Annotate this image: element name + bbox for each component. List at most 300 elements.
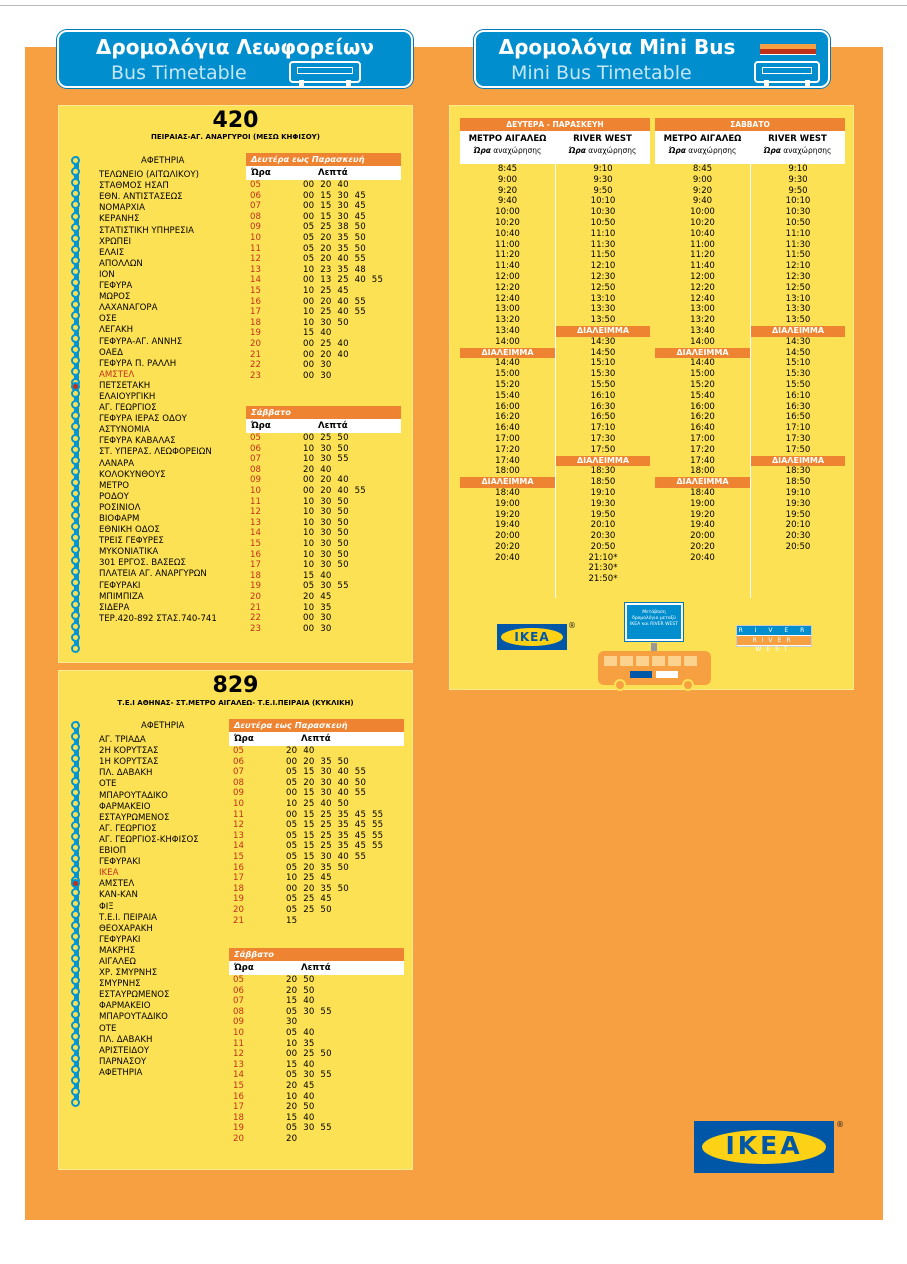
- stop-marker: [71, 821, 80, 830]
- schedule-row: [246, 433, 401, 444]
- hour-cell: 10: [233, 798, 244, 809]
- hour-cell: 16: [250, 549, 261, 560]
- stop-name: ΓΕΦΥΡΑ ΙΕΡΑΣ ΟΔΟΥ: [99, 414, 187, 425]
- minibus-saturday-table: [655, 118, 845, 598]
- stop-name: ΦΑΡΜΑΚΕΙΟ: [99, 801, 151, 812]
- departure-time: 10:50: [590, 217, 616, 228]
- minibus-header-greek: Δρομολόγια Mini Bus: [498, 35, 736, 59]
- stop-marker: [71, 788, 80, 797]
- hour-cell: 20: [233, 904, 244, 915]
- hour-cell: 12: [233, 820, 244, 831]
- minutes-cell: 10 30 50: [303, 538, 349, 549]
- departure-time: 16:30: [785, 401, 811, 412]
- departure-time: 21:50*: [588, 574, 618, 585]
- stop-name: ΕΒΙΟΠ: [99, 846, 127, 857]
- minutes-cell: 00 30: [303, 370, 332, 381]
- departure-time: 14:30: [785, 336, 811, 347]
- hour-cell: 16: [250, 296, 261, 307]
- departure-time: 12:10: [785, 261, 811, 272]
- departure-time: 11:30: [785, 239, 811, 250]
- hour-cell: 05: [250, 180, 261, 190]
- minutes-cell: 10 30 50: [303, 507, 349, 518]
- departure-time: 19:00: [690, 498, 715, 509]
- stop-name: ΧΡΩΠΕΙ: [99, 236, 132, 247]
- departure-time: 16:50: [785, 412, 811, 423]
- minutes-cell: 15: [286, 915, 298, 926]
- minutes-cell: 00 30: [303, 623, 332, 634]
- stop-marker: [71, 212, 80, 221]
- column-headers: [246, 166, 401, 180]
- route-829-panel: [58, 670, 413, 1170]
- departure-time: 19:30: [785, 498, 811, 509]
- stop-name: ΑΓ. ΓΕΩΡΓΙΟΣ-ΚΗΦΙΣΟΣ: [99, 834, 199, 845]
- stop-name: ΓΕΦΥΡΑ: [99, 281, 133, 292]
- schedule-row: [246, 603, 401, 614]
- departure-time: 11:00: [495, 239, 520, 250]
- stop-marker: [71, 1098, 80, 1107]
- stop-name: ΑΜΣΤΕΛ: [99, 369, 135, 380]
- stop-name: ΛΕΓΑΚΗ: [99, 325, 134, 336]
- hour-cell: 22: [250, 360, 261, 371]
- departure-time: 16:00: [495, 401, 520, 412]
- minutes-cell: 00 15 30 45: [303, 211, 366, 222]
- minutes-cell: 05 15 25 35 45 55: [286, 830, 384, 841]
- minutes-cell: 20: [286, 1133, 298, 1144]
- hour-cell: 06: [233, 756, 244, 767]
- departure-time: 10:20: [690, 217, 715, 228]
- minutes-cell: 10 35: [286, 1038, 315, 1049]
- schedule-row: [229, 852, 404, 863]
- metro-departures: [460, 164, 555, 598]
- col-metro: ΜΕΤΡΟ ΑΙΓΑΛΕΩ: [663, 134, 742, 144]
- hour-cell: 10: [250, 232, 261, 243]
- stop-name: ΑΙΓΑΛΕΩ: [99, 956, 136, 967]
- schedule-row: [229, 905, 404, 916]
- current-stop-marker: [71, 382, 80, 391]
- stop-marker: [71, 334, 80, 343]
- schedule-row: [246, 560, 401, 571]
- departure-time: 20:50: [590, 541, 616, 552]
- minutes-cell: 20 50: [286, 1102, 315, 1113]
- hour-cell: 19: [233, 894, 244, 905]
- minutes-cell: 10 30 50: [303, 317, 349, 328]
- departure-time: 17:10: [785, 423, 811, 434]
- departure-time: 15:00: [690, 369, 715, 380]
- departure-time: 9:10: [593, 164, 613, 174]
- minutes-cell: 20 45: [286, 1080, 315, 1091]
- hour-cell: 06: [250, 190, 261, 201]
- hour-cell: 05: [233, 975, 244, 985]
- departure-time: 17:00: [495, 433, 520, 444]
- hour-cell: 17: [250, 560, 261, 571]
- schedule-row: [246, 465, 401, 476]
- stop-name: ΜΠΑΡΟΥΤΑΔΙΚΟ: [99, 790, 168, 801]
- departure-time: 17:20: [495, 444, 520, 455]
- hour-cell: 11: [233, 1038, 244, 1049]
- minutes-header: Λεπτά: [318, 168, 348, 178]
- hour-cell: 11: [250, 496, 261, 507]
- departure-time: 21:30*: [588, 563, 618, 574]
- departure-time: 18:40: [495, 487, 520, 498]
- departure-time: 18:00: [495, 466, 520, 477]
- schedule-row: [229, 884, 404, 895]
- minutes-cell: 10 25 40 55: [303, 307, 366, 318]
- minibus-weekday-title: ΔΕΥΤΕΡΑ - ΠΑΡΑΣΚΕΥΗ: [460, 118, 650, 131]
- departure-time: 9:30: [593, 174, 613, 185]
- bus-header-greek: Δρομολόγια Λεωφορείων: [95, 35, 375, 59]
- departure-time: 15:40: [690, 390, 715, 401]
- stop-name: ΚΕΡΑΝΗΣ: [99, 214, 140, 225]
- minutes-cell: 15 40: [286, 1112, 315, 1123]
- departure-time: 20:00: [495, 531, 520, 542]
- minibus-saturday-title: ΣΑΒΒΑΤΟ: [655, 118, 845, 131]
- departure-time: 9:20: [692, 185, 713, 196]
- minutes-cell: 20 45: [303, 591, 332, 602]
- schedule-row: [246, 254, 401, 265]
- hour-cell: 07: [250, 454, 261, 465]
- departure-time: 12:50: [590, 282, 616, 293]
- hour-cell: 05: [233, 746, 244, 756]
- stop-name: ΙΚΕΑ: [99, 868, 119, 879]
- departure-time: 9:40: [497, 196, 518, 207]
- stop-marker: [71, 799, 80, 808]
- ikea-logo: IKEA: [694, 1121, 834, 1173]
- departure-time: 11:20: [690, 250, 715, 261]
- departure-time: 18:40: [690, 487, 715, 498]
- minutes-cell: 05 30 55: [286, 1006, 332, 1017]
- col-riverwest: RIVER WEST: [573, 134, 632, 144]
- stop-marker: [71, 367, 80, 376]
- departure-time: 19:50: [785, 509, 811, 520]
- minutes-cell: 05 15 30 40 55: [286, 767, 367, 778]
- departure-time: 20:20: [690, 541, 715, 552]
- departure-time: 18:50: [590, 477, 616, 488]
- departure-time: 11:00: [690, 239, 715, 250]
- stop-name: ΓΕΦΥΡΑ ΚΑΒΑΛΑΣ: [99, 436, 176, 447]
- departure-time: 15:30: [590, 369, 616, 380]
- stop-marker: [71, 932, 80, 941]
- hour-cell: 20: [250, 591, 261, 602]
- schedule-row: [229, 746, 404, 757]
- stop-name: ΡΟΔΟΥ: [99, 491, 129, 502]
- stop-name: ΓΕΦΥΡΑ-ΑΓ. ΑΝΝΗΣ: [99, 336, 183, 347]
- departure-time: 9:50: [788, 185, 808, 196]
- departure-time: 15:20: [690, 379, 715, 390]
- minutes-cell: 00 30: [303, 360, 332, 371]
- minutes-cell: 20 50: [286, 975, 315, 985]
- hour-cell: 13: [233, 830, 244, 841]
- registered-mark: ®: [836, 1120, 844, 1129]
- departure-time: 13:00: [495, 304, 520, 315]
- schedule-row: [229, 831, 404, 842]
- schedule-row: [229, 894, 404, 905]
- hour-cell: 14: [250, 275, 261, 286]
- departure-time: 16:50: [590, 412, 616, 423]
- departure-time: 20:10: [590, 520, 616, 531]
- schedule-row: [246, 180, 401, 191]
- departure-time: 12:40: [690, 293, 715, 304]
- hour-cell: 19: [250, 328, 261, 339]
- departure-time: 13:10: [590, 293, 616, 304]
- stop-marker: [71, 267, 80, 276]
- stop-name: 2Η ΚΟΡΥΤΣΑΣ: [99, 746, 159, 757]
- departure-time: 16:20: [690, 412, 715, 423]
- schedule-row: [246, 571, 401, 582]
- minibus-stop-sign: Μετάβαση δρομολόγιο μεταξύ IKEA και RIVER WEST: [625, 603, 683, 641]
- stop-name: ΠΑΡΝΑΣΟΥ: [99, 1056, 147, 1067]
- schedule-row: [246, 624, 401, 635]
- hour-cell: 22: [250, 613, 261, 624]
- break-label: ΔΙΑΛΕΙΜΜΑ: [556, 456, 650, 467]
- minutes-cell: 00 13 25 40 55: [303, 275, 384, 286]
- hour-cell: 08: [233, 1006, 244, 1017]
- riverwest-logo: R I V E R RIVER WEST: [736, 625, 812, 647]
- departure-time: 11:10: [590, 228, 616, 239]
- stop-name: ΣΤΑΘΜΟΣ ΗΣΑΠ: [99, 181, 169, 192]
- schedule-row: [246, 212, 401, 223]
- stop-name: ΡΟΣΙΝΙΟΛ: [99, 502, 141, 513]
- minibus-icon: [754, 61, 820, 83]
- stop-name: ΟΤΕ: [99, 1023, 117, 1034]
- stop-name: ΓΕΦΥΡΑ Π. ΡΑΛΛΗ: [99, 358, 177, 369]
- schedule-row: [229, 788, 404, 799]
- departure-time: 13:50: [590, 315, 616, 326]
- stop-name: ΛΑΝΑΡΑ: [99, 458, 135, 469]
- minutes-cell: 00 20 35 50: [286, 883, 349, 894]
- departure-time: 19:20: [495, 509, 520, 520]
- minutes-cell: 30: [286, 1017, 298, 1028]
- schedule-row: [229, 1007, 404, 1018]
- departure-time: 11:10: [785, 228, 811, 239]
- stop-name: ΣΤ. ΥΠΕΡΑΣ. ΛΕΩΦΟΡΕΙΩΝ: [99, 447, 212, 458]
- hour-cell: 08: [250, 211, 261, 222]
- stop-name: ΜΑΚΡΗΣ: [99, 945, 136, 956]
- schedule-row: [246, 275, 401, 286]
- stop-marker: [71, 456, 80, 465]
- bus-timetable-header: [57, 30, 413, 88]
- schedule-row: [246, 297, 401, 308]
- stop-name: ΣΙΔΕΡΑ: [99, 602, 130, 613]
- schedule-row: [246, 539, 401, 550]
- departure-time: 19:40: [495, 520, 520, 531]
- departure-time: 14:40: [690, 358, 715, 369]
- schedule-title: Σάββατο: [229, 948, 404, 961]
- hour-cell: 17: [233, 1102, 244, 1113]
- schedule-row: [229, 1113, 404, 1124]
- stop-name: ΜΠΑΡΟΥΤΑΔΙΚΟ: [99, 1012, 168, 1023]
- hour-cell: 10: [233, 1027, 244, 1038]
- departure-time: 18:30: [590, 466, 616, 477]
- minutes-cell: 05 30 55: [303, 581, 349, 592]
- stop-name: ΓΕΦΥΡΑΚΙ: [99, 934, 141, 945]
- minutes-cell: 00 20 40: [303, 475, 349, 486]
- minutes-cell: 10 30 55: [303, 454, 349, 465]
- departure-time: 12:40: [495, 293, 520, 304]
- col-metro: ΜΕΤΡΟ ΑΙΓΑΛΕΩ: [468, 134, 547, 144]
- departure-time: 15:20: [495, 379, 520, 390]
- break-label: ΔΙΑΛΕΙΜΜΑ: [751, 326, 845, 337]
- stop-name: ΟΤΕ: [99, 779, 117, 790]
- hour-cell: 21: [250, 349, 261, 360]
- minutes-cell: 10 30 50: [303, 443, 349, 454]
- stop-marker: [71, 323, 80, 332]
- minutes-cell: 15 40: [286, 996, 315, 1007]
- schedule-row: [229, 1092, 404, 1103]
- hour-header: Ώρα: [251, 421, 271, 431]
- route-number: 420: [212, 108, 259, 133]
- schedule-row: [229, 873, 404, 884]
- dep-label-left: Ώρα αναχώρησης: [473, 146, 542, 155]
- minutes-cell: 00 20 35 50: [286, 756, 349, 767]
- departure-time: 18:00: [690, 466, 715, 477]
- stop-marker: [71, 245, 80, 254]
- departure-time: 17:50: [590, 444, 616, 455]
- hour-cell: 13: [250, 517, 261, 528]
- hour-cell: 20: [250, 338, 261, 349]
- minutes-cell: 00 15 30 45: [303, 201, 366, 212]
- departure-time: 12:20: [690, 282, 715, 293]
- minutes-header: Λεπτά: [318, 421, 348, 431]
- departure-time: 8:45: [497, 164, 518, 174]
- minutes-cell: 00 25 40: [303, 338, 349, 349]
- stop-name: ΠΛ. ΔΑΒΑΚΗ: [99, 1034, 153, 1045]
- stop-marker: [71, 578, 80, 587]
- departure-time: 20:50: [785, 541, 811, 552]
- schedule-row: [246, 286, 401, 297]
- minutes-cell: 10 25 40 50: [286, 798, 349, 809]
- stop-marker: [71, 810, 80, 819]
- saturday-schedule: [246, 406, 401, 634]
- hour-cell: 23: [250, 370, 261, 381]
- stop-marker: [71, 489, 80, 498]
- departure-time: 9:20: [497, 185, 518, 196]
- stop-name: ΕΘΝΙΚΗ ΟΔΟΣ: [99, 525, 160, 536]
- hour-cell: 13: [233, 1059, 244, 1070]
- departure-time: 16:10: [785, 390, 811, 401]
- stop-name: ΜΕΤΡΟ: [99, 480, 130, 491]
- minutes-cell: 15 40: [303, 570, 332, 581]
- departure-time: 13:30: [785, 304, 811, 315]
- stop-name: ΜΠΙΜΠΙΖΑ: [99, 591, 144, 602]
- minibus-panel: [449, 105, 854, 690]
- departure-time: 10:00: [690, 207, 715, 218]
- minutes-cell: 10 30 50: [303, 496, 349, 507]
- departure-time: 15:10: [785, 358, 811, 369]
- departure-time: 20:00: [690, 531, 715, 542]
- minutes-cell: 10 35: [303, 602, 332, 613]
- minutes-cell: 00 20 40: [303, 180, 349, 190]
- stop-name: ΧΡ. ΣΜΥΡΝΗΣ: [99, 968, 158, 979]
- route-subtitle: Τ.Ε.Ι ΑΘΗΝΑΣ- ΣΤ.ΜΕΤΡΟ ΑΙΓΑΛΕΩ- Τ.Ε.Ι.ΠΕΙΡΑΙΑ (ΚΥΚΛΙΚΗ): [117, 699, 354, 707]
- hour-cell: 17: [250, 307, 261, 318]
- break-label: ΔΙΑΛΕΙΜΜΑ: [556, 326, 650, 337]
- minibus-illustration: [598, 651, 711, 685]
- departure-time: 14:30: [590, 336, 616, 347]
- hour-cell: 07: [250, 201, 261, 212]
- hour-cell: 09: [233, 1017, 244, 1028]
- hour-cell: 11: [233, 809, 244, 820]
- weekday-schedule: [246, 153, 401, 381]
- departure-time: 10:40: [495, 228, 520, 239]
- hour-cell: 07: [233, 996, 244, 1007]
- stop-marker: [71, 567, 80, 576]
- stop-marker: [71, 1043, 80, 1052]
- stop-name: ΠΛΑΤΕΙΑ ΑΓ. ΑΝΑΡΓΥΡΩΝ: [99, 569, 207, 580]
- stop-name: ΣΤΑΤΙΣΤΙΚΗ ΥΠΗΡΕΣΙΑ: [99, 225, 195, 236]
- stop-marker: [71, 434, 80, 443]
- minutes-cell: 15 40: [303, 328, 332, 339]
- schedule-row: [246, 265, 401, 276]
- schedule-row: [229, 1081, 404, 1092]
- schedule-row: [229, 810, 404, 821]
- schedule-row: [246, 371, 401, 382]
- hour-cell: 12: [233, 1049, 244, 1060]
- stop-marker: [71, 910, 80, 919]
- schedule-row: [246, 318, 401, 329]
- schedule-title: Δευτέρα εως Παρασκευή: [246, 153, 401, 166]
- stop-name: Τ.Ε.Ι. ΠΕΙΡΑΙΑ: [99, 912, 158, 923]
- stop-name: ΕΘΝ. ΑΝΤΙΣΤΑΣΕΩΣ: [99, 192, 183, 203]
- stop-name: ΜΩΡΟΣ: [99, 292, 131, 303]
- stop-marker: [71, 1054, 80, 1063]
- stop-marker: [71, 943, 80, 952]
- stop-marker: [71, 256, 80, 265]
- schedule-row: [246, 328, 401, 339]
- stop-name: ΝΟΜΑΡΧΙΑ: [99, 203, 145, 214]
- stop-name: ΚΑΝ-ΚΑΝ: [99, 890, 138, 901]
- metro-departures: [655, 164, 750, 598]
- stop-marker: [71, 156, 80, 165]
- minibus-timetable-header: [474, 30, 830, 88]
- departure-time: 11:50: [590, 250, 616, 261]
- schedule-row: [246, 528, 401, 539]
- hour-cell: 14: [233, 841, 244, 852]
- stop-name: ΑΡΙΣΤΕΙΔΟΥ: [99, 1045, 150, 1056]
- schedule-row: [246, 191, 401, 202]
- departure-time: 11:40: [690, 261, 715, 272]
- departure-time: 20:20: [495, 541, 520, 552]
- schedule-row: [246, 222, 401, 233]
- hour-cell: 18: [250, 570, 261, 581]
- stop-name: ΛΑΧΑΝΑΓΟΡΑ: [99, 303, 158, 314]
- departure-time: 8:45: [692, 164, 713, 174]
- stop-marker: [71, 223, 80, 232]
- departure-time: 16:00: [690, 401, 715, 412]
- minutes-cell: 15 40: [286, 1059, 315, 1070]
- departure-time: 19:10: [785, 487, 811, 498]
- schedule-row: [229, 799, 404, 810]
- departure-time: 12:50: [785, 282, 811, 293]
- schedule-row: [229, 767, 404, 778]
- departure-time: 15:00: [495, 369, 520, 380]
- minutes-cell: 10 40: [286, 1091, 315, 1102]
- column-headers: [229, 961, 404, 975]
- minutes-cell: 20 40: [286, 746, 315, 756]
- schedule-row: [246, 550, 401, 561]
- schedule-row: [229, 1123, 404, 1134]
- stop-marker: [71, 777, 80, 786]
- stop-marker: [71, 445, 80, 454]
- minutes-cell: 10 30 50: [303, 549, 349, 560]
- schedule-row: [246, 444, 401, 455]
- break-label: ΔΙΑΛΕΙΜΜΑ: [751, 456, 845, 467]
- departure-time: 11:20: [495, 250, 520, 261]
- stop-name: ΙΟΝ: [99, 269, 115, 280]
- departure-time: 19:30: [590, 498, 616, 509]
- bus-header-english: Bus Timetable: [111, 62, 247, 84]
- departure-time: 17:40: [690, 455, 715, 466]
- minutes-cell: 00 15 30 40 55: [286, 788, 367, 799]
